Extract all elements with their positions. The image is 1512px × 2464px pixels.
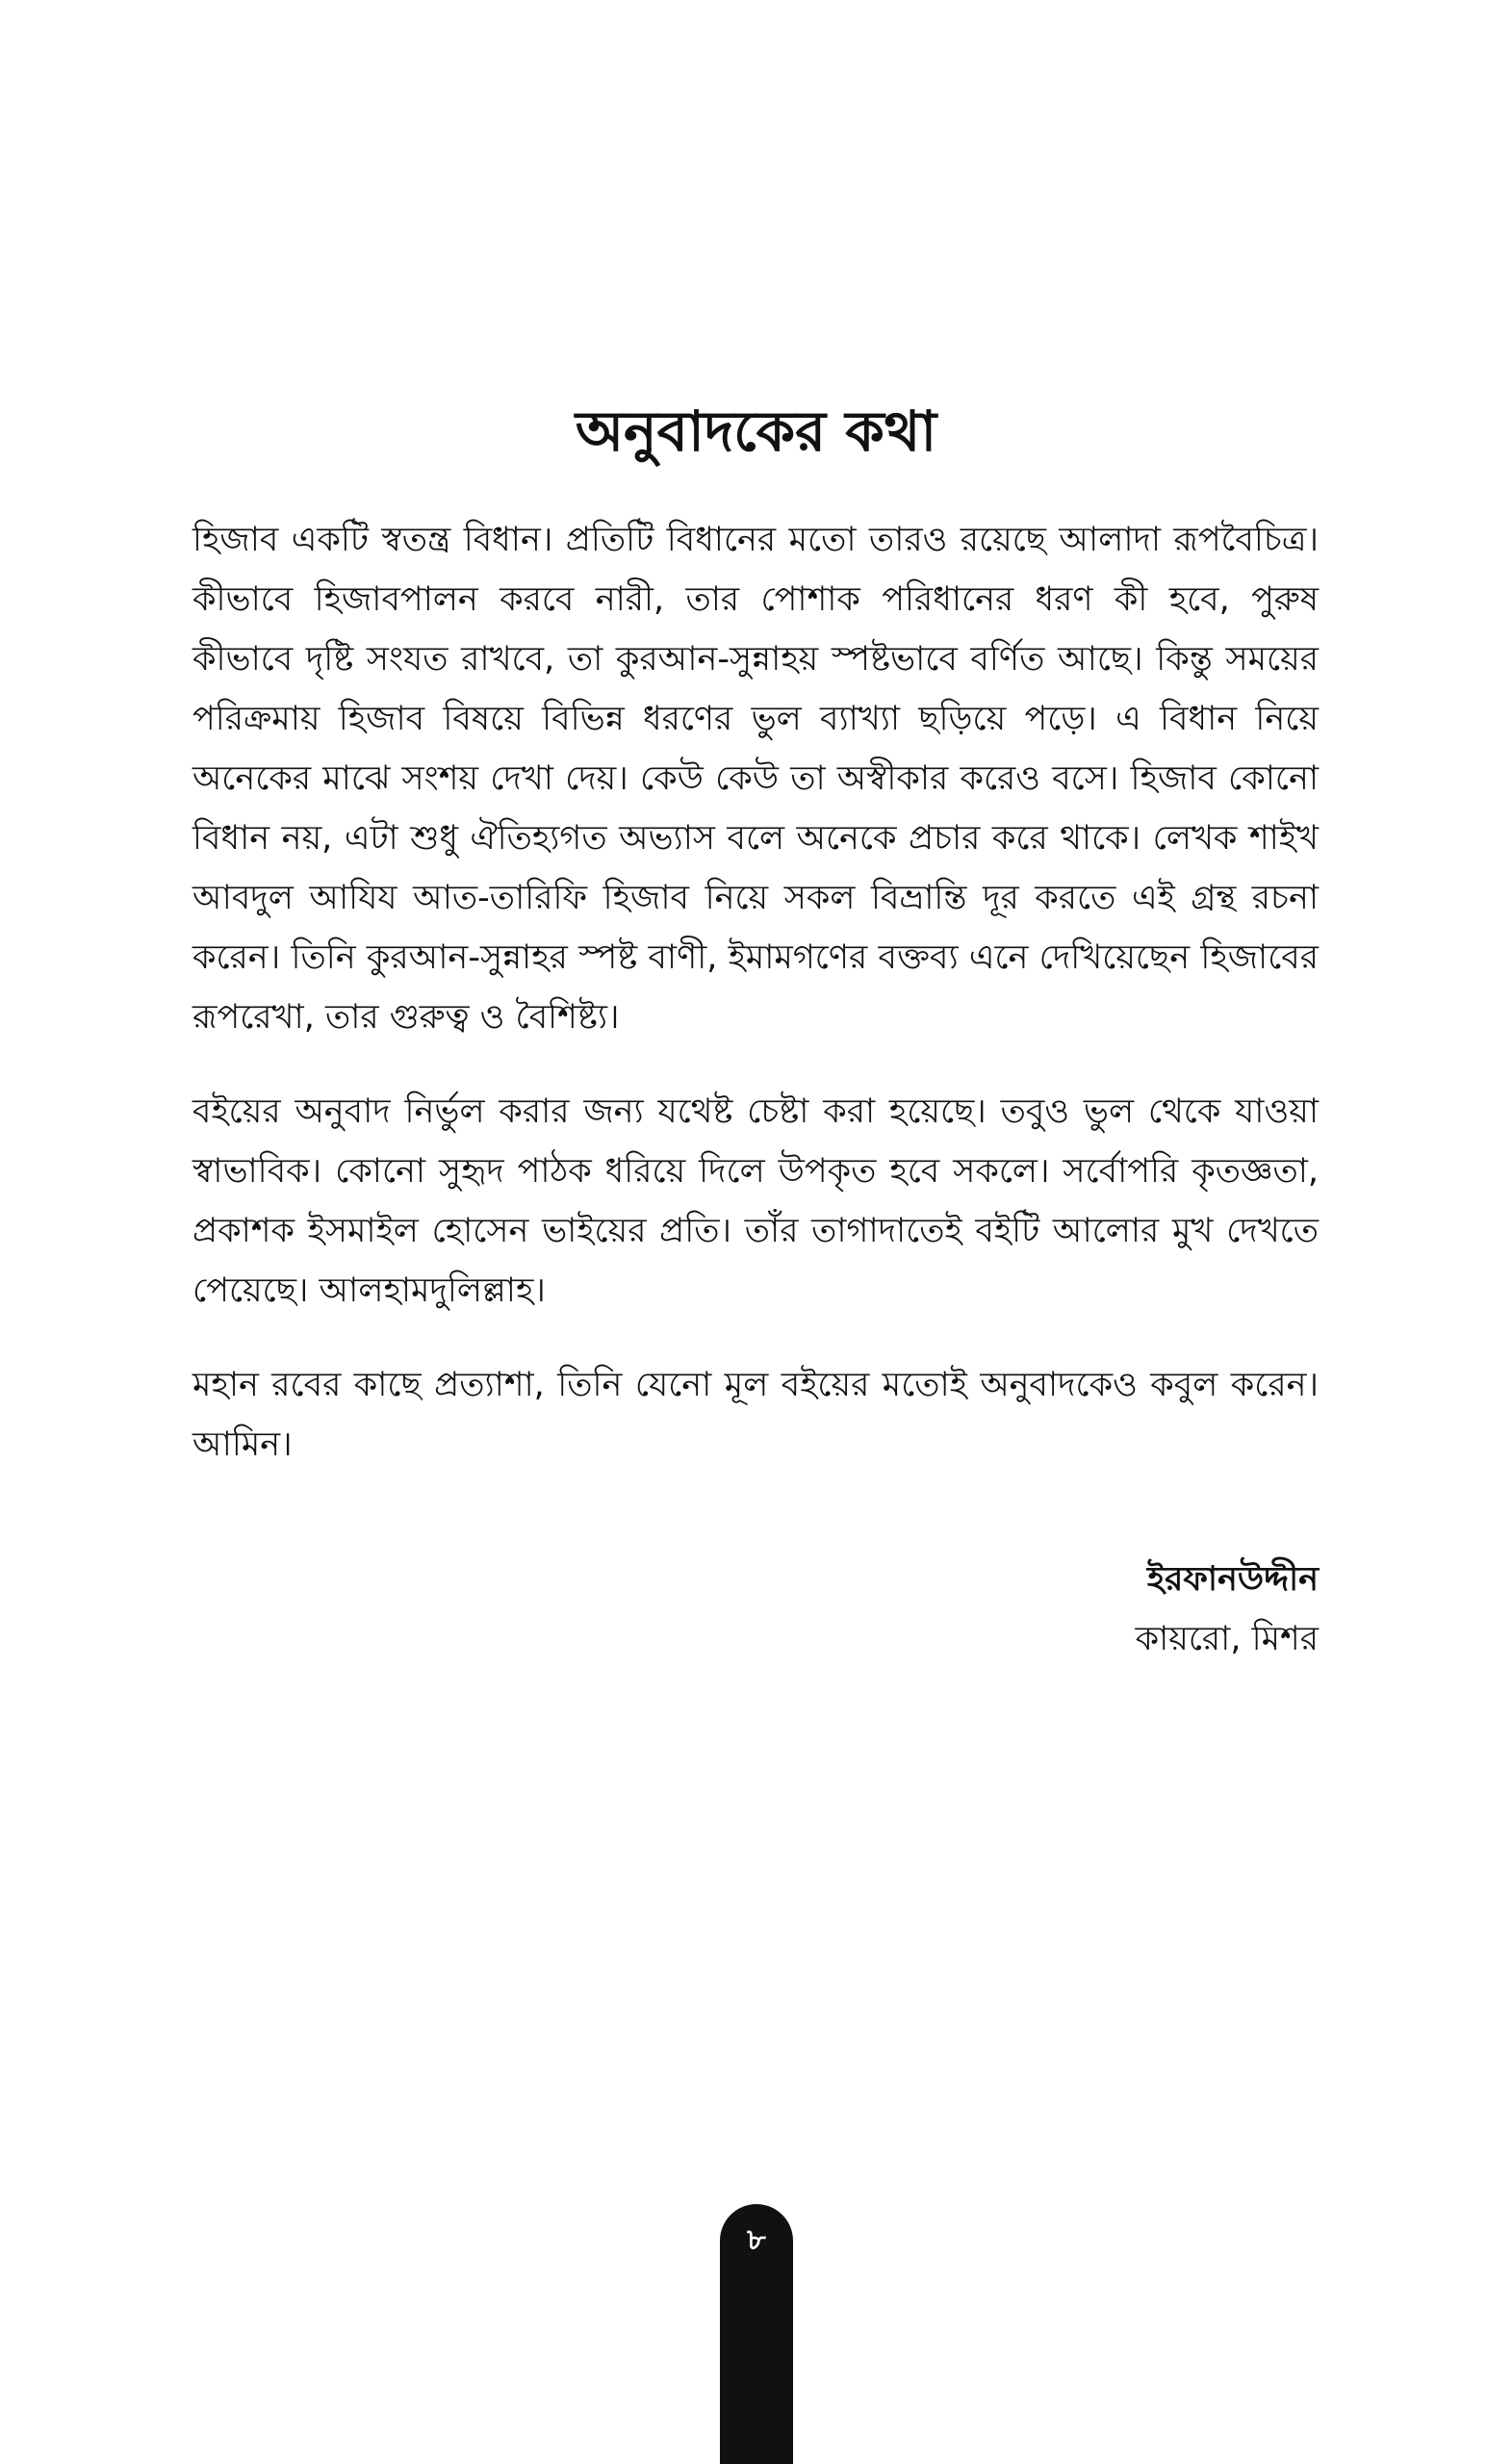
page-body — [192, 510, 1319, 1509]
page-number-tab — [720, 2204, 793, 2464]
paragraph-3: মহান রবের কাছে প্রত্যাশা, তিনি যেনো মূল বইয়ের মতোই অনুবাদকেও কবুল করেন। আমিন। — [192, 1366, 1319, 1464]
signature-name: ইরফানউদ্দীন — [1146, 1560, 1319, 1599]
signature-block — [1136, 1550, 1319, 1669]
paragraph-2: বইয়ের অনুবাদ নির্ভুল করার জন্য যথেষ্ট চেষ্টা করা হয়েছে। তবুও ভুল থেকে যাওয়া স্বাভাবিক। কোনো সুহৃদ পাঠক ধরিয়ে দিলে উপকৃত হবে সকলে। সর্বোপরি কৃতজ্ঞতা, প্রকাশক ইসমাইল হোসেন ভাইয়ের প্রতি। তাঁর তাগাদাতেই বইটি আলোর মুখ দেখতে পেয়েছে। আলহামদুলিল্লাহ। — [192, 1092, 1319, 1310]
signature-place: কায়রো, মিশর — [1135, 1620, 1319, 1658]
page-number: ৮ — [747, 2222, 766, 2257]
paragraph-1: হিজাব একটি স্বতন্ত্র বিধান। প্রতিটি বিধানের মতো তারও রয়েছে আলাদা রূপবৈচিত্র। কীভাবে হিজাবপালন করবে নারী, তার পোশাক পরিধানের ধরণ কী হবে, পুরুষ কীভাবে দৃষ্টি সংযত রাখবে, তা কুরআন-সুন্নাহয় স্পষ্টভাবে বর্ণিত আছে। কিন্তু সময়ের পরিক্রমায় হিজাব বিষয়ে বিভিন্ন ধরণের ভুল ব্যাখ্যা ছড়িয়ে পড়ে। এ বিধান নিয়ে অনেকের মাঝে সংশয় দেখা দেয়। কেউ কেউ তা অস্বীকার করেও বসে। হিজাব কোনো বিধান নয়, এটা শুধু ঐতিহ্যগত অভ্যাস বলে অনেকে প্রচার করে থাকে। লেখক শাইখ আবদুল আযিয আত-তারিফি হিজাব নিয়ে সকল বিভ্রান্তি দূর করতে এই গ্রন্থ রচনা করেন। তিনি কুরআন-সুন্নাহর স্পষ্ট বাণী, ইমামগণের বক্তব্য এনে দেখিয়েছেন হিজাবের রূপরেখা, তার গুরুত্ব ও বৈশিষ্ট্য। — [192, 521, 1319, 1037]
page-title: অনুবাদকের কথা — [575, 398, 937, 464]
